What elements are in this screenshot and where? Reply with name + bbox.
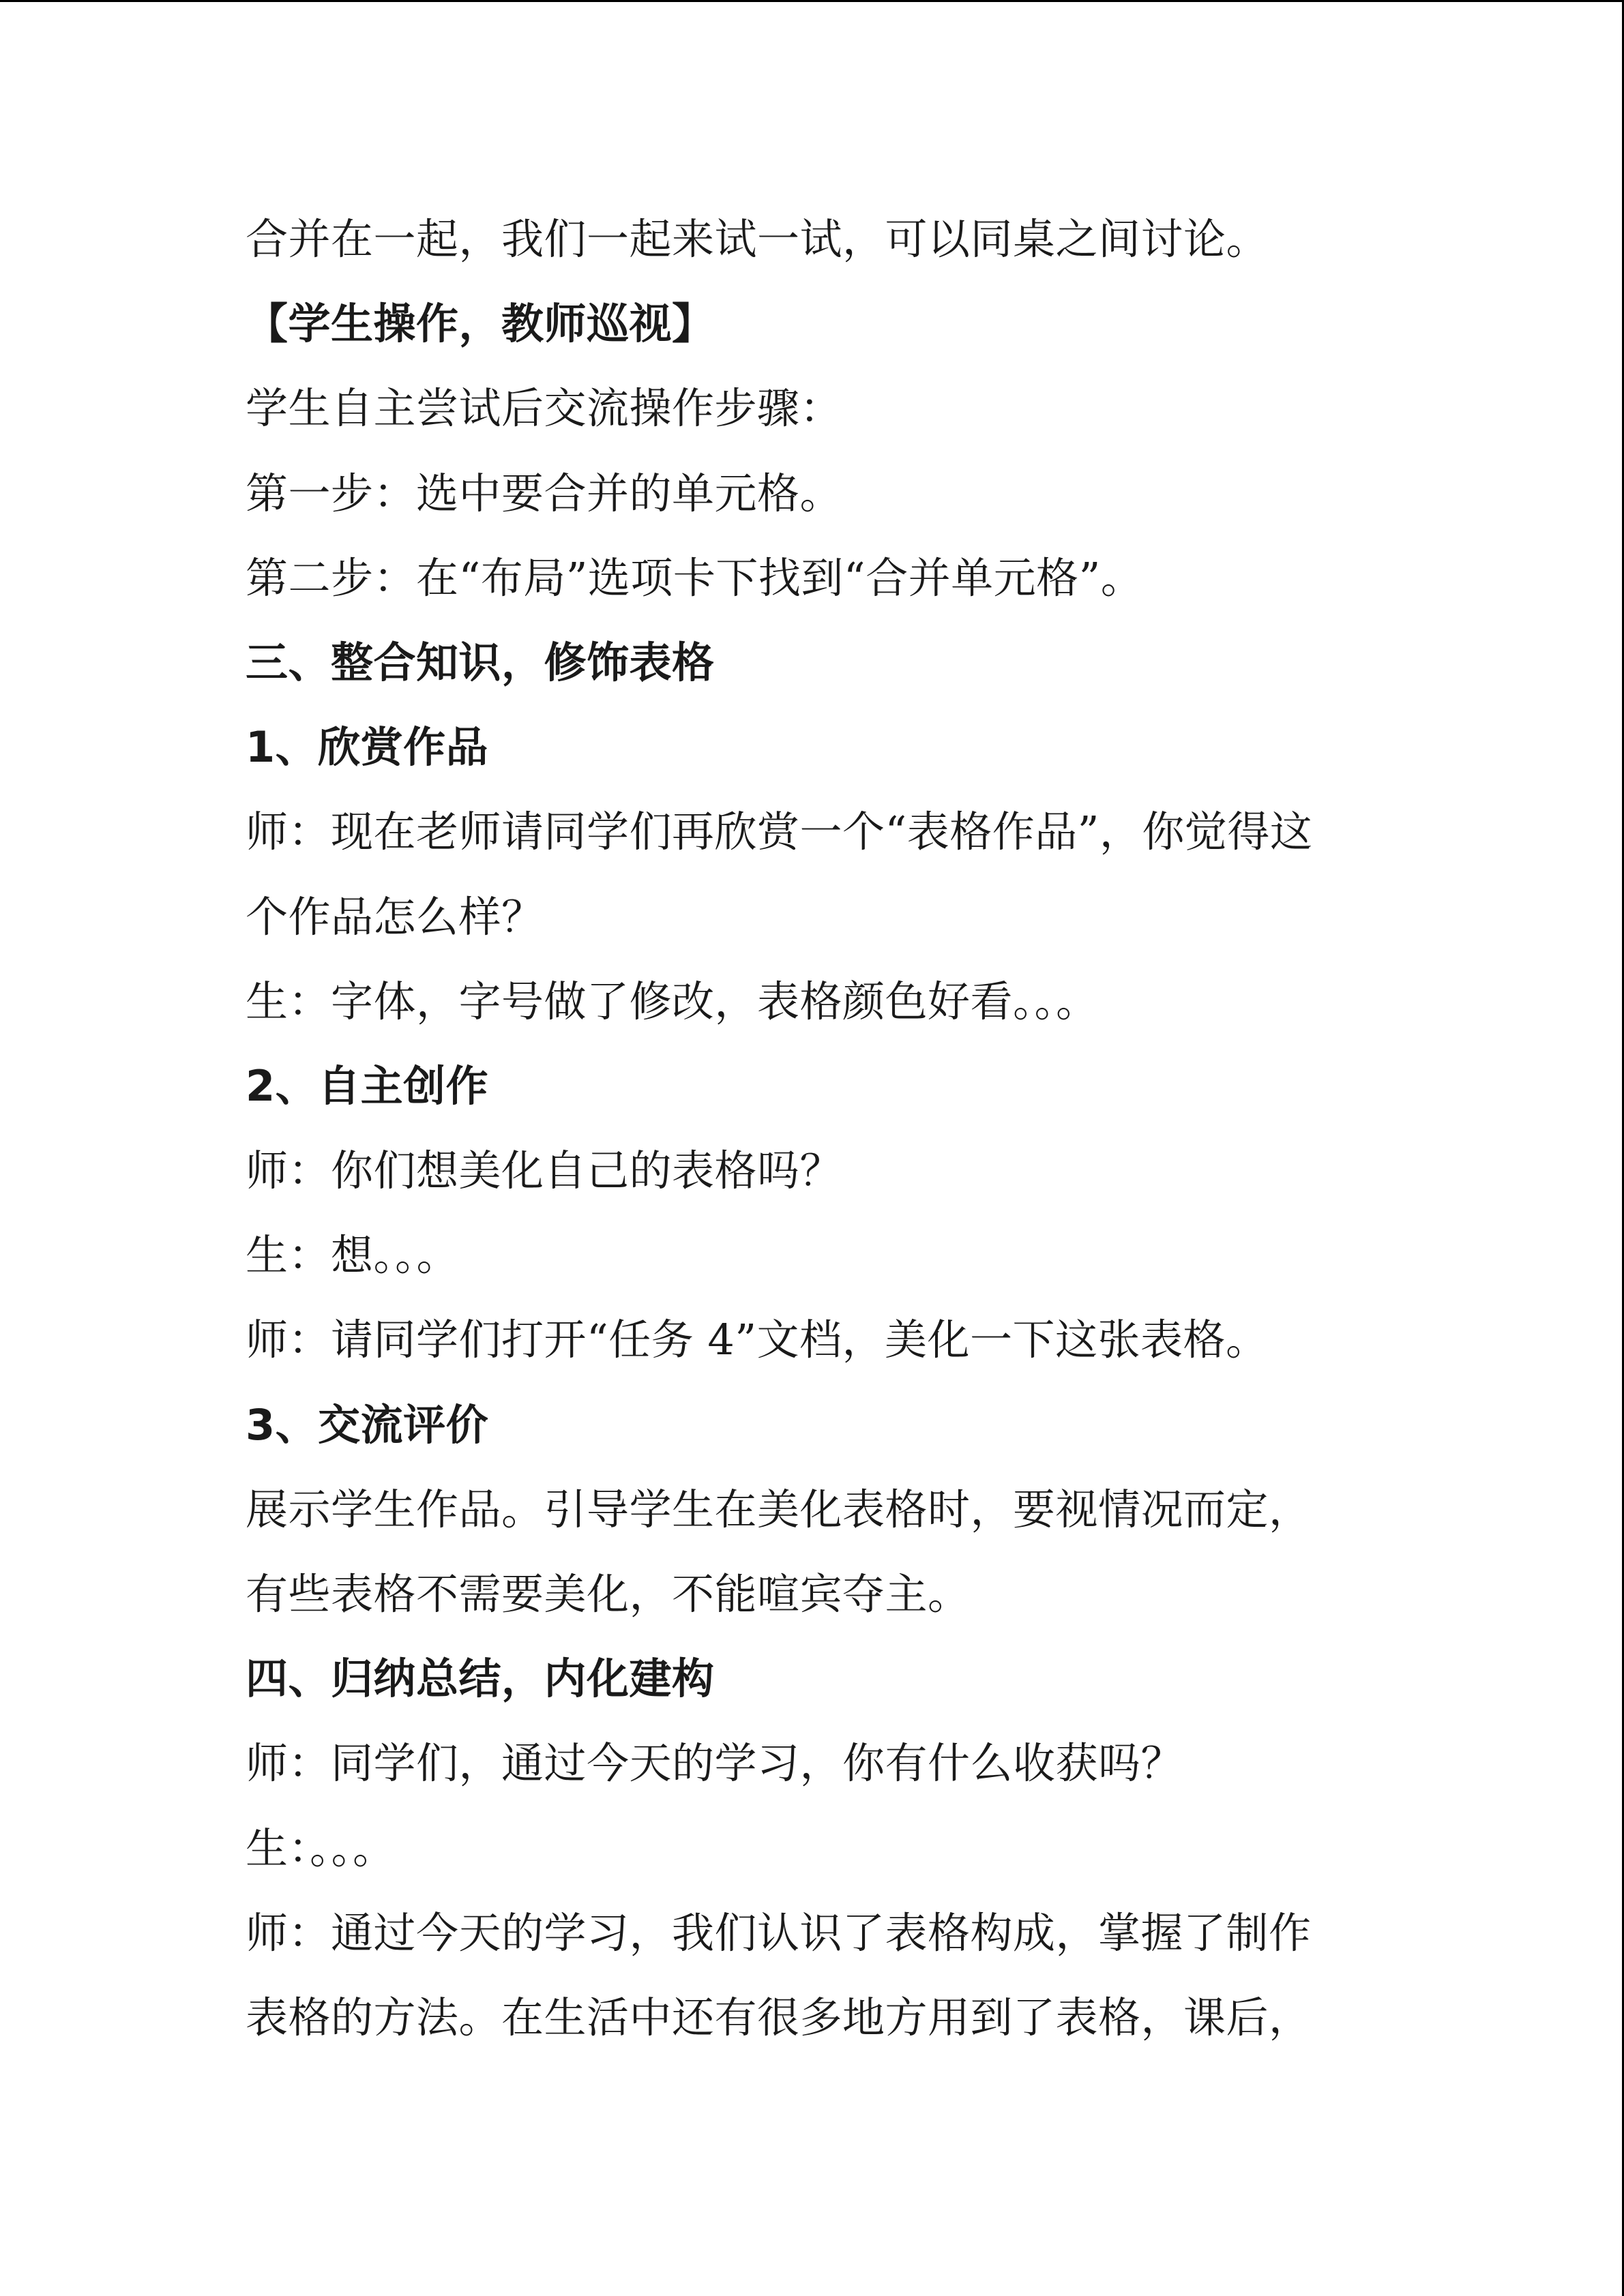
body-line: 个作品怎么样？: [246, 891, 544, 942]
subsection-heading: 2、自主创作: [246, 1060, 489, 1111]
body-line: 有些表格不需要美化，不能喧宾夺主。: [246, 1569, 971, 1619]
body-line: 展示学生作品。引导学生在美化表格时，要视情况而定，: [246, 1484, 1312, 1534]
body-line: 第一步：选中要合并的单元格。: [246, 468, 843, 518]
section-heading: 三、整合知识，修饰表格: [246, 637, 715, 687]
body-line: 生：想。。。: [246, 1230, 460, 1281]
subsection-heading: 1、欣赏作品: [246, 722, 489, 773]
body-line: 生：字体，字号做了修改，表格颜色好看。。。: [246, 976, 1099, 1026]
bold-heading-line: 【学生操作，教师巡视】: [246, 299, 715, 349]
body-line: 师：通过今天的学习，我们认识了表格构成，掌握了制作: [246, 1907, 1312, 1958]
body-line: 合并在一起，我们一起来试一试，可以同桌之间讨论。: [246, 214, 1269, 264]
body-line: 师：现在老师请同学们再欣赏一个“表格作品”，你觉得这: [246, 807, 1313, 857]
subsection-heading: 3、交流评价: [246, 1399, 489, 1450]
document-page: [246, 209, 1405, 2072]
body-line: 第二步：在“布局”选项卡下找到“合并单元格”。: [246, 552, 1144, 603]
body-line: 师：你们想美化自己的表格吗？: [246, 1146, 843, 1196]
body-line: 师：请同学们打开“任务 4”文档，美化一下这张表格。: [246, 1315, 1269, 1365]
body-line: 师：同学们，通过今天的学习，你有什么收获吗？: [246, 1738, 1184, 1789]
section-heading: 四、归纳总结，内化建构: [246, 1654, 715, 1704]
body-line: 表格的方法。在生活中还有很多地方用到了表格，课后，: [246, 1992, 1312, 2042]
page-top-border: [0, 0, 1624, 2]
body-line: 生：。。。: [246, 1823, 396, 1873]
body-line: 学生自主尝试后交流操作步骤：: [246, 383, 843, 434]
